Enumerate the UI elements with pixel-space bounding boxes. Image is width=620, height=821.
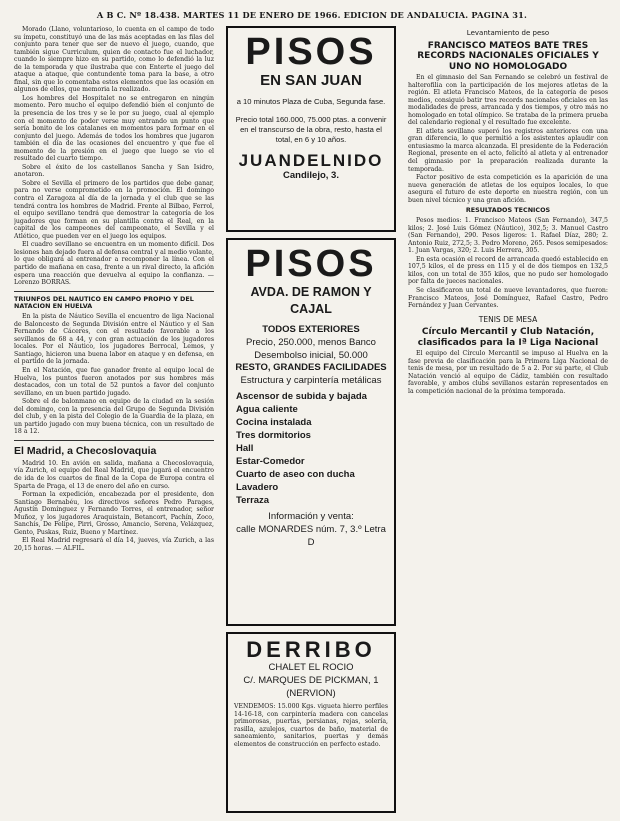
ad-feature: Cocina instalada — [236, 416, 312, 428]
ad-pisos-ramon-y-cajal — [226, 238, 396, 626]
ad-info: Información y venta: — [268, 510, 354, 522]
page-header: A B C. Nº 18.438. MARTES 11 DE ENERO DE 1966. EDICION DE ANDALUCIA. PAGINA 31. — [96, 10, 528, 20]
article-paragraph: Los hombres del Hospitalet no se entregaron en ningún momento. Pero mucho el equipo defendió bien el conjunto de la presencia de los tres y se le por su juego, cual al ejemplo con el momento de poder verse muy entrando un punto que sería bonito de los catalanes en momentos para formar en el conjunto del juego. Además de todos los hombres que jugaron también el día de las ocasiones del encuentro y que fue el momento de la presión en el juego que luego se vio el resultado del cuarto tiempo. — [14, 94, 214, 163]
ad-feature-list — [234, 390, 388, 507]
article-paragraph: El Real Madrid regresará el día 14, jueves, vía Zurich, a las 20,15 horas. — ALFIL. — [14, 537, 214, 552]
ad-line: (NERVION) — [286, 687, 336, 699]
ad-location: a 10 minutos Plaza de Cuba, Segunda fase. — [236, 97, 386, 106]
article-paragraph: Forman la expedición, encabezada por el presidente, don Santiago Bernabéu, los directivos señores Pedro Parages, Agustín Domínguez y Fernando Torres, el entrenador, señor Muñoz, y los jugadores Araquistain, Betancort, Pachín, Zoco, Sanchís, De Felipe, Pirri, Grosso, Amancio, Serena, Velázquez, Gento, Puskas, Ruiz, Bueno y Martínez. — [14, 491, 214, 536]
ad-feature: Estar-Comedor — [236, 455, 305, 467]
article-paragraph: El equipo del Círculo Mercantil se impuso al Huelva en la fase previa de clasificación para la Primera Liga Nacional de tenis de mesa, por un resultado de 5 a 2. Por su parte, el Club Natación venció al equipo de Cádiz, también con resultado favorable, y ambos clubs sevillanos estarán representados en la competición nacional de la próxima temporada. — [408, 350, 608, 395]
ad-line: TODOS EXTERIORES — [262, 324, 360, 335]
ads-column — [226, 26, 396, 815]
ad-pisos-san-juan — [226, 26, 396, 232]
ad-body: VENDEMOS: 15.000 Kgs. vigueta hierro perfiles 14-16-18, con carpintería madera con cancelas primorosas, puertas, persianas, rejas, solería, rasilla, azulejos, cuartos de baño, material de saneamiento, sanitarios, puertas y demás elementos de construcción en perfecto estado. — [234, 703, 388, 748]
article-paragraph: Morado (Llano, voluntarioso, lo cuenta en el campo de todo su ímpetu, constituyó una de las más aceptadas en las filas del conjunto para tener que ser de nuevo el juego, cuando, que también sigue Curriculum, quien de contacto fue el luchador, cuando lo siempre hizo en su partido, como lo defendió la luz de la temporada y que ilustraba que con Enterte el juego del ataque a ataque, que contundente toma para la base, a otro final, sin que lo comentaba estos elementos que las ocasión en algunos de ellos, que memoria la realizado. — [14, 26, 214, 94]
right-column — [408, 26, 608, 815]
ad-price: Precio total 160.000, 75.000 ptas. a convenir en el transcurso de la obra, resto, hasta el total, en 6 y 10 años. — [235, 115, 387, 144]
article-paragraph: Sobre el de balonmano en equipo de la ciudad en la sesión del domingo, con la presencia del Grupo de Segunda División del club, y en la pista del Colegio de la Guardia de la plaza, en un partido jugado con muy buena técnica, con un resultado de 18 a 12. — [14, 398, 214, 436]
headline-madrid: El Madrid, a Checoslovaquia — [14, 444, 157, 457]
left-column — [14, 26, 214, 815]
ad-line: Desembolso inicial, 50.000 — [254, 349, 368, 361]
article-paragraph: Se clasificaron un total de nueve levantadores, que fueron: Francisco Mateos, José Domínguez, Rafael Castro, Pedro Fernández y Juan Cervantes. — [408, 287, 608, 310]
ad-derribo — [226, 632, 396, 813]
ad-feature: Tres dormitorios — [236, 429, 311, 441]
ad-address: calle MONARDES núm. 7, 3.º Letra D — [236, 523, 386, 548]
ad-subtitle: EN SAN JUAN — [260, 72, 362, 89]
headline-mateos: FRANCISCO MATEOS BATE TRES RECORDS NACIONALES OFICIALES Y UNO NO HOMOLOGADO — [417, 40, 599, 72]
ad-title: PISOS — [245, 31, 377, 73]
section-kicker: Levantamiento de peso — [466, 29, 550, 37]
article-paragraph: Madrid 10. En avión en salida, mañana a Checoslovaquia, vía Zurich, el equipo del Real Madrid, que jugará el encuentro de ida de los cuartos de final de la Copa de Europa contra el Sparta de Praga, el 13 de enero del año en curso. — [14, 459, 214, 490]
ad-company: JUANDELNIDO — [238, 151, 384, 170]
article-paragraph: Sobre el Sevilla el primero de los partidos que debe ganar, para no verse comprometido en la promoción. El domingo contra el Zaragoza al día de la jornada y el club que se las tendrá contra los hombres de Madrid. Frente al Bilbao, Ferrol, el equipo sevillano tendrá que demostrar la categoría de los jugadores que forman en su plantilla contra el Real, en la capital de los campeones del campeonato, el Sevilla y el Atlético, que pueden ver en el juego los equipos. — [14, 179, 214, 240]
ad-line: Precio, 250.000, menos Banco — [246, 336, 376, 348]
section-tenis: TENIS DE MESA — [478, 314, 538, 324]
ad-title: PISOS — [245, 243, 377, 285]
ad-feature: Terraza — [236, 494, 270, 506]
ad-feature: Ascensor de subida y bajada — [236, 390, 367, 402]
article-paragraph: Sobre el éxito de los castellanos Sancha y San Isidro, anotaron. — [14, 163, 214, 179]
article-paragraph: Pesos medios: 1. Francisco Mateos (San Fernando), 347,5 kilos; 2. José Luis Gómez (Náutico), 302,5; 3. Manuel Castro (San Fernando), 290. Pesos ligeros: 1. Rafael Díaz, 280; 2. Antonio Ruiz, 272,5; 3. Pedro Moreno, 265. Pesos semipesados: 1. Juan Vargas, 320; 2. Luis Herrera, 305. — [408, 217, 608, 255]
ad-feature: Cuarto de aseo con ducha — [236, 468, 355, 480]
article-paragraph: En el Natación, que fue ganador frente al equipo local de Huelva, los puntos fueron anotados por sus hombres más destacados, con un total de 52 puntos a favor del conjunto sevillano, en un buen partido jugado. — [14, 367, 214, 397]
ad-feature: Agua caliente — [236, 403, 298, 415]
article-paragraph: En el gimnasio del San Fernando se celebró un festival de halterofilia con la participación de los mejores atletas de la región. El atleta Francisco Mateos, de la categoría de pesos medios, consiguió batir tres records nacionales oficiales en las modalidades de press, arrancada y dos tiempos, y otro más no homologado en total olímpico. Se trataba de la primera prueba del calendario regional y el resultado fue excelente. — [408, 74, 608, 127]
article-paragraph: El cuadro sevillano se encuentra en un momento difícil. Dos lesiones han dejado fuera al defensa central y al medio volante, lo que obligará al entrenador a recomponer la línea. Con el partido de mañana en casa, frente a un rival directo, la afición espera una reacción que devuelva al equipo la confianza. — Lorenzo BORRAS. — [14, 241, 214, 287]
ad-address: Candilejo, 3. — [283, 170, 339, 181]
article-paragraph: En esta ocasión el record de arrancada quedó establecido en 107,5 kilos, el de press en 115 y el de dos tiempos en 132,5 kilos, con un total de 355 kilos, que no pudo ser homologado por falta de jueces nacionales. — [408, 255, 608, 286]
ad-line: Estructura y carpintería metálicas — [240, 375, 382, 387]
article-paragraph: El atleta sevillano superó los registros anteriores con una gran diferencia, lo que permitió a los asistentes aplaudir con entusiasmo la marca alcanzada. El presidente de la Federación Regional, presente en el acto, felicitó al atleta y al entrenador del gimnasio por la preparación realizada durante la temporada. — [408, 127, 608, 173]
ad-title: DERRIBO — [246, 637, 376, 662]
ad-line: CHALET EL ROCIO — [268, 662, 354, 673]
headline-resultados: RESULTADOS TECNICOS — [465, 206, 551, 215]
ad-subtitle: AVDA. DE RAMON Y CAJAL — [250, 285, 372, 316]
divider — [14, 291, 214, 292]
divider — [14, 440, 214, 441]
headline-tenis: Círculo Mercantil y Club Natación, clasificados para la Iª Liga Nacional — [417, 327, 599, 348]
article-paragraph: En la pista de Náutico Sevilla el encuentro de liga Nacional de Baloncesto de Segunda División entre el Náutico y el San Fernando de Cáceres, con el resultado favorable a los sevillanos de 68 a 44, y con gran actuación de los jugadores locales. Por el Náutico, los jugadores Berrocal, Lemos, y Santiago, hicieron una buena labor en ataque y en defensa, en el partido de la jornada. — [14, 313, 214, 366]
ad-line: RESTO, GRANDES FACILIDADES — [235, 362, 387, 374]
article-paragraph: Factor positivo de esta competición es la aparición de una nueva generación de atletas de los equipos locales, lo que asegura el futuro de este deporte en nuestra región, con un buen nivel técnico y una gran afición. — [408, 174, 608, 204]
ad-feature: Lavadero — [236, 481, 279, 493]
headline-nautico: TRIUNFOS DEL NAUTICO EN CAMPO PROPIO Y DEL NATACION EN HUELVA — [14, 294, 194, 311]
ad-feature: Hall — [236, 442, 254, 454]
ad-line: C/. MARQUES DE PICKMAN, 1 — [243, 674, 379, 686]
